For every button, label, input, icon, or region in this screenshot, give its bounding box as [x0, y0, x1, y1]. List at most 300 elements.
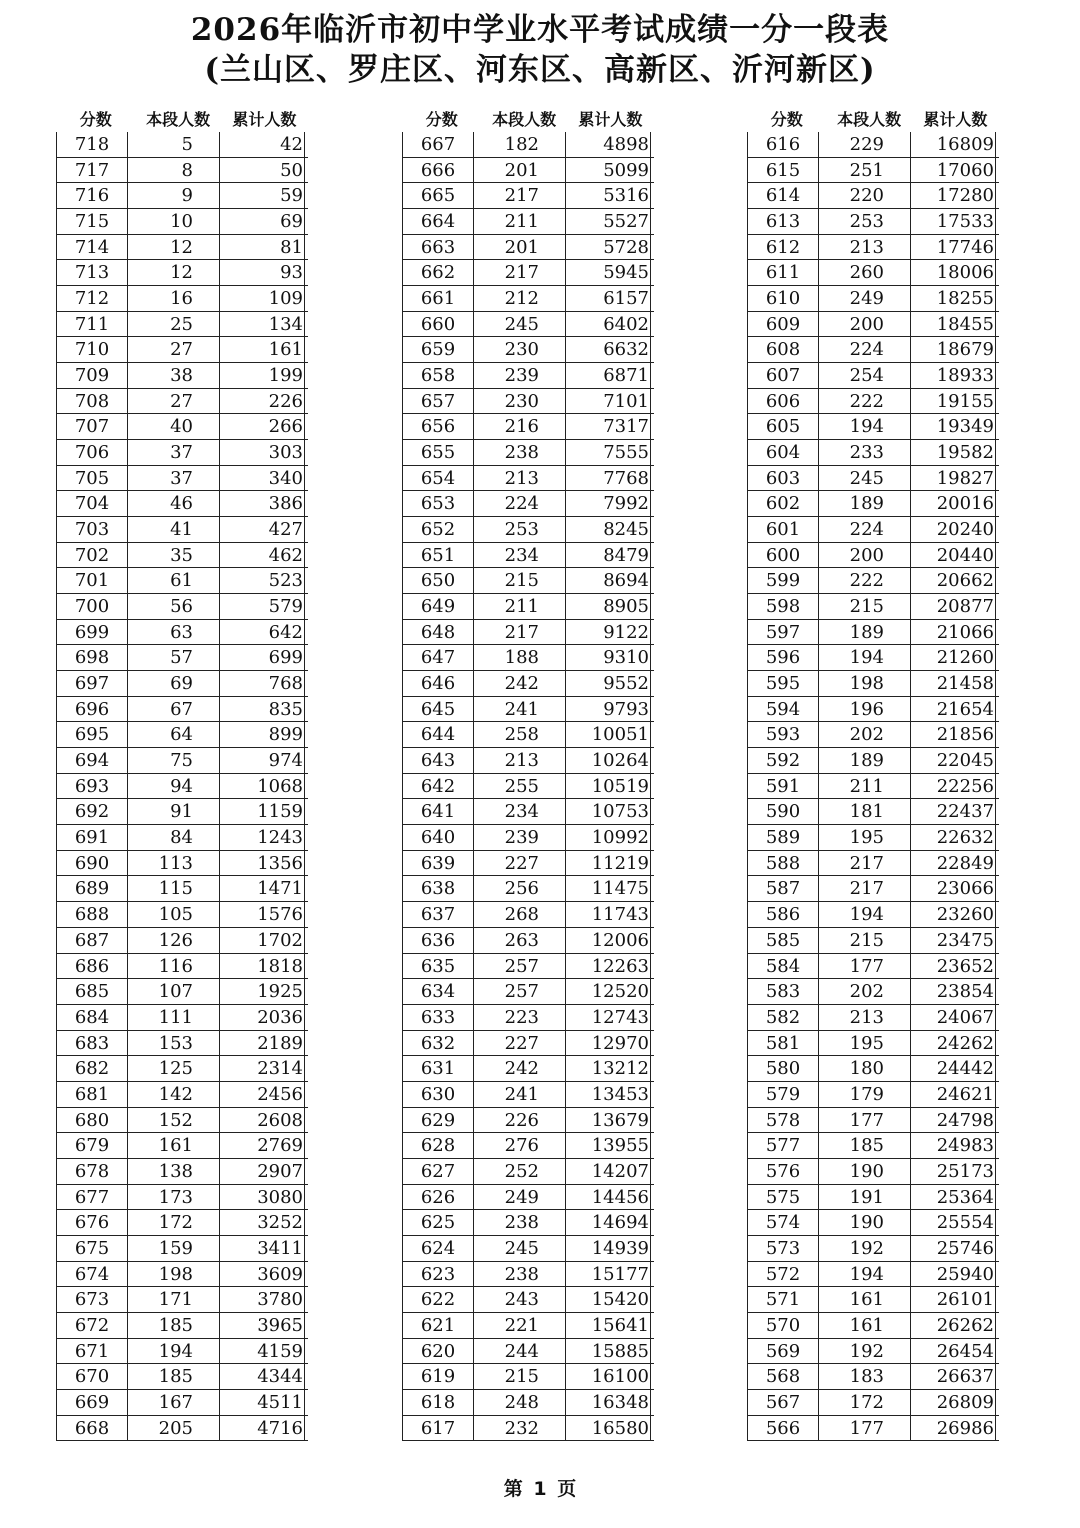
score-cell: 655	[402, 440, 473, 465]
cumulative-count-cell: 1576	[219, 902, 305, 927]
score-cell: 665	[402, 183, 473, 208]
segment-count-cell: 188	[473, 645, 565, 670]
cumulative-count-cell: 18455	[910, 312, 996, 337]
score-cell: 592	[747, 748, 818, 773]
cumulative-count-cell: 23854	[910, 979, 996, 1004]
cumulative-count-cell: 642	[219, 620, 305, 645]
cumulative-count-cell: 462	[219, 543, 305, 568]
table-row	[747, 825, 999, 851]
segment-count-cell: 94	[127, 774, 219, 799]
segment-count-cell: 242	[473, 1056, 565, 1081]
score-cell: 690	[56, 851, 127, 876]
score-cell: 656	[402, 414, 473, 439]
segment-count-cell: 91	[127, 799, 219, 824]
score-cell: 677	[56, 1185, 127, 1210]
cumulative-count-cell: 17746	[910, 235, 996, 260]
score-cell: 624	[402, 1236, 473, 1261]
cumulative-count-cell: 23475	[910, 928, 996, 953]
segment-count-cell: 257	[473, 979, 565, 1004]
segment-count-cell: 213	[473, 466, 565, 491]
page-subtitle: (兰山区、罗庄区、河东区、高新区、沂河新区)	[204, 52, 876, 88]
cumulative-count-cell: 23260	[910, 902, 996, 927]
segment-count-cell: 37	[127, 466, 219, 491]
cumulative-count-cell: 4716	[219, 1416, 305, 1441]
cumulative-count-cell: 15641	[565, 1313, 651, 1338]
cumulative-count-cell: 579	[219, 594, 305, 619]
cumulative-count-cell: 10519	[565, 774, 651, 799]
cumulative-count-cell: 26454	[910, 1339, 996, 1364]
segment-count-cell: 183	[818, 1364, 910, 1389]
segment-count-cell: 239	[473, 825, 565, 850]
table-row	[56, 697, 308, 723]
score-cell: 692	[56, 799, 127, 824]
cumulative-count-cell: 21066	[910, 620, 996, 645]
segment-count-cell: 230	[473, 337, 565, 362]
segment-count-cell: 167	[127, 1390, 219, 1415]
score-cell: 700	[56, 594, 127, 619]
cumulative-count-cell: 899	[219, 722, 305, 747]
table-row	[747, 337, 999, 363]
table-row	[402, 1005, 654, 1031]
segment-count-cell: 40	[127, 414, 219, 439]
table-row	[747, 363, 999, 389]
table-row	[747, 851, 999, 877]
score-cell: 585	[747, 928, 818, 953]
score-cell: 620	[402, 1339, 473, 1364]
table-row	[56, 337, 308, 363]
segment-count-cell: 67	[127, 697, 219, 722]
table-row	[402, 979, 654, 1005]
cumulative-count-cell: 14694	[565, 1210, 651, 1235]
header-cell: 本段人数	[492, 110, 557, 129]
table-row	[747, 132, 999, 158]
score-cell: 706	[56, 440, 127, 465]
segment-count-cell: 138	[127, 1159, 219, 1184]
cumulative-count-cell: 7101	[565, 389, 651, 414]
score-cell: 625	[402, 1210, 473, 1235]
score-cell: 709	[56, 363, 127, 388]
header-cell: 本段人数	[146, 110, 211, 129]
cumulative-count-cell: 1702	[219, 928, 305, 953]
score-cell: 673	[56, 1287, 127, 1312]
score-cell: 674	[56, 1262, 127, 1287]
cumulative-count-cell: 15885	[565, 1339, 651, 1364]
segment-count-cell: 241	[473, 1082, 565, 1107]
table-row	[56, 466, 308, 492]
segment-count-cell: 217	[473, 620, 565, 645]
segment-count-cell: 46	[127, 491, 219, 516]
segment-count-cell: 200	[818, 312, 910, 337]
segment-count-cell: 173	[127, 1185, 219, 1210]
segment-count-cell: 113	[127, 851, 219, 876]
score-cell: 567	[747, 1390, 818, 1415]
cumulative-count-cell: 109	[219, 286, 305, 311]
cumulative-count-cell: 9793	[565, 697, 651, 722]
header-cell: 分数	[79, 110, 112, 129]
cumulative-count-cell: 1818	[219, 954, 305, 979]
score-cell: 657	[402, 389, 473, 414]
cumulative-count-cell: 25746	[910, 1236, 996, 1261]
table-row	[56, 491, 308, 517]
table-row	[747, 466, 999, 492]
segment-count-cell: 224	[818, 517, 910, 542]
score-cell: 668	[56, 1416, 127, 1441]
segment-count-cell: 227	[473, 1031, 565, 1056]
table-row	[56, 235, 308, 261]
score-cell: 574	[747, 1210, 818, 1235]
segment-count-cell: 12	[127, 260, 219, 285]
table-row	[402, 1108, 654, 1134]
table-row	[56, 1108, 308, 1134]
table-row	[56, 543, 308, 569]
score-cell: 572	[747, 1262, 818, 1287]
score-cell: 686	[56, 954, 127, 979]
segment-count-cell: 257	[473, 954, 565, 979]
segment-count-cell: 63	[127, 620, 219, 645]
cumulative-count-cell: 266	[219, 414, 305, 439]
segment-count-cell: 213	[818, 1005, 910, 1030]
segment-count-cell: 205	[127, 1416, 219, 1441]
cumulative-count-cell: 1159	[219, 799, 305, 824]
cumulative-count-cell: 12970	[565, 1031, 651, 1056]
score-cell: 573	[747, 1236, 818, 1261]
cumulative-count-cell: 22437	[910, 799, 996, 824]
score-cell: 645	[402, 697, 473, 722]
table-row	[747, 645, 999, 671]
cumulative-count-cell: 7768	[565, 466, 651, 491]
cumulative-count-cell: 19827	[910, 466, 996, 491]
table-row	[56, 1082, 308, 1108]
table-row	[747, 491, 999, 517]
cumulative-count-cell: 3780	[219, 1287, 305, 1312]
score-cell: 571	[747, 1287, 818, 1312]
table-row	[56, 594, 308, 620]
score-cell: 627	[402, 1159, 473, 1184]
table-row	[402, 286, 654, 312]
table-row	[402, 825, 654, 851]
table-row	[747, 1390, 999, 1416]
score-cell: 643	[402, 748, 473, 773]
cumulative-count-cell: 22256	[910, 774, 996, 799]
score-cell: 649	[402, 594, 473, 619]
table-row	[56, 799, 308, 825]
segment-count-cell: 226	[473, 1108, 565, 1133]
cumulative-count-cell: 8245	[565, 517, 651, 542]
cumulative-count-cell: 12006	[565, 928, 651, 953]
segment-count-cell: 234	[473, 543, 565, 568]
score-cell: 598	[747, 594, 818, 619]
score-cell: 603	[747, 466, 818, 491]
segment-count-cell: 238	[473, 1210, 565, 1235]
score-cell: 704	[56, 491, 127, 516]
table-row	[747, 1339, 999, 1365]
score-cell: 718	[56, 132, 127, 157]
cumulative-count-cell: 19349	[910, 414, 996, 439]
table-row	[747, 235, 999, 261]
cumulative-count-cell: 25364	[910, 1185, 996, 1210]
cumulative-count-cell: 25940	[910, 1262, 996, 1287]
cumulative-count-cell: 16100	[565, 1364, 651, 1389]
table-row	[56, 183, 308, 209]
table-row	[747, 312, 999, 338]
score-cell: 715	[56, 209, 127, 234]
cumulative-count-cell: 24067	[910, 1005, 996, 1030]
cumulative-count-cell: 9122	[565, 620, 651, 645]
cumulative-count-cell: 2189	[219, 1031, 305, 1056]
table-row	[747, 158, 999, 184]
table-row	[56, 1364, 308, 1390]
segment-count-cell: 254	[818, 363, 910, 388]
segment-count-cell: 115	[127, 876, 219, 901]
table-row	[747, 876, 999, 902]
cumulative-count-cell: 21654	[910, 697, 996, 722]
score-cell: 618	[402, 1390, 473, 1415]
table-row	[747, 1005, 999, 1031]
score-cell: 694	[56, 748, 127, 773]
score-cell: 569	[747, 1339, 818, 1364]
cumulative-count-cell: 3252	[219, 1210, 305, 1235]
table-row	[402, 902, 654, 928]
segment-count-cell: 211	[818, 774, 910, 799]
cumulative-count-cell: 13212	[565, 1056, 651, 1081]
score-cell: 583	[747, 979, 818, 1004]
segment-count-cell: 245	[473, 312, 565, 337]
score-cell: 717	[56, 158, 127, 183]
table-row	[747, 954, 999, 980]
cumulative-count-cell: 4898	[565, 132, 651, 157]
segment-count-cell: 242	[473, 671, 565, 696]
table-row	[402, 1287, 654, 1313]
segment-count-cell: 258	[473, 722, 565, 747]
table-row	[56, 954, 308, 980]
cumulative-count-cell: 20662	[910, 568, 996, 593]
cumulative-count-cell: 7992	[565, 491, 651, 516]
table-row	[402, 1313, 654, 1339]
cumulative-count-cell: 22045	[910, 748, 996, 773]
cumulative-count-cell: 3411	[219, 1236, 305, 1261]
segment-count-cell: 260	[818, 260, 910, 285]
cumulative-count-cell: 9552	[565, 671, 651, 696]
score-cell: 638	[402, 876, 473, 901]
table-row	[747, 774, 999, 800]
segment-count-cell: 9	[127, 183, 219, 208]
cumulative-count-cell: 59	[219, 183, 305, 208]
segment-count-cell: 245	[818, 466, 910, 491]
cumulative-count-cell: 2456	[219, 1082, 305, 1107]
table-row	[56, 825, 308, 851]
cumulative-count-cell: 17533	[910, 209, 996, 234]
score-cell: 695	[56, 722, 127, 747]
header-cell: 本段人数	[837, 110, 902, 129]
score-cell: 586	[747, 902, 818, 927]
table-row	[56, 1133, 308, 1159]
cumulative-count-cell: 26809	[910, 1390, 996, 1415]
segment-count-cell: 213	[818, 235, 910, 260]
table-row	[56, 979, 308, 1005]
segment-count-cell: 84	[127, 825, 219, 850]
table-row	[747, 1313, 999, 1339]
cumulative-count-cell: 26101	[910, 1287, 996, 1312]
table-row	[402, 312, 654, 338]
score-cell: 630	[402, 1082, 473, 1107]
score-cell: 591	[747, 774, 818, 799]
segment-count-cell: 177	[818, 1416, 910, 1441]
segment-count-cell: 233	[818, 440, 910, 465]
table-row	[747, 1364, 999, 1390]
cumulative-count-cell: 69	[219, 209, 305, 234]
segment-count-cell: 161	[818, 1313, 910, 1338]
segment-count-cell: 263	[473, 928, 565, 953]
segment-count-cell: 230	[473, 389, 565, 414]
cumulative-count-cell: 19582	[910, 440, 996, 465]
table-header	[52, 104, 308, 132]
segment-count-cell: 232	[473, 1416, 565, 1441]
table-row	[56, 414, 308, 440]
score-cell: 578	[747, 1108, 818, 1133]
score-cell: 637	[402, 902, 473, 927]
segment-count-cell: 179	[818, 1082, 910, 1107]
score-cell: 664	[402, 209, 473, 234]
cumulative-count-cell: 6402	[565, 312, 651, 337]
score-cell: 600	[747, 543, 818, 568]
segment-count-cell: 111	[127, 1005, 219, 1030]
score-cell: 612	[747, 235, 818, 260]
segment-count-cell: 217	[473, 183, 565, 208]
table-row	[56, 132, 308, 158]
table-row	[56, 1339, 308, 1365]
table-row	[402, 440, 654, 466]
table-row	[747, 440, 999, 466]
table-row	[747, 1287, 999, 1313]
header-cell: 累计人数	[923, 110, 988, 129]
cumulative-count-cell: 10051	[565, 722, 651, 747]
table-row	[402, 1262, 654, 1288]
cumulative-count-cell: 427	[219, 517, 305, 542]
score-cell: 659	[402, 337, 473, 362]
table-row	[747, 209, 999, 235]
cumulative-count-cell: 1243	[219, 825, 305, 850]
table-row	[402, 260, 654, 286]
cumulative-count-cell: 768	[219, 671, 305, 696]
score-cell: 614	[747, 183, 818, 208]
table-row	[56, 748, 308, 774]
segment-count-cell: 126	[127, 928, 219, 953]
cumulative-count-cell: 9310	[565, 645, 651, 670]
score-cell: 642	[402, 774, 473, 799]
segment-count-cell: 41	[127, 517, 219, 542]
table-row	[402, 954, 654, 980]
segment-count-cell: 256	[473, 876, 565, 901]
cumulative-count-cell: 24798	[910, 1108, 996, 1133]
segment-count-cell: 212	[473, 286, 565, 311]
score-cell: 653	[402, 491, 473, 516]
score-cell: 594	[747, 697, 818, 722]
cumulative-count-cell: 42	[219, 132, 305, 157]
table-row	[747, 1262, 999, 1288]
segment-count-cell: 189	[818, 491, 910, 516]
segment-count-cell: 217	[818, 851, 910, 876]
segment-count-cell: 185	[127, 1364, 219, 1389]
segment-count-cell: 249	[818, 286, 910, 311]
segment-count-cell: 125	[127, 1056, 219, 1081]
cumulative-count-cell: 17280	[910, 183, 996, 208]
score-cell: 581	[747, 1031, 818, 1056]
segment-count-cell: 116	[127, 954, 219, 979]
segment-count-cell: 12	[127, 235, 219, 260]
score-cell: 609	[747, 312, 818, 337]
score-cell: 566	[747, 1416, 818, 1441]
table-row	[402, 1236, 654, 1262]
segment-count-cell: 27	[127, 337, 219, 362]
cumulative-count-cell: 386	[219, 491, 305, 516]
cumulative-count-cell: 1356	[219, 851, 305, 876]
cumulative-count-cell: 19155	[910, 389, 996, 414]
segment-count-cell: 185	[127, 1313, 219, 1338]
cumulative-count-cell: 25554	[910, 1210, 996, 1235]
table-row	[56, 902, 308, 928]
score-cell: 702	[56, 543, 127, 568]
table-row	[402, 235, 654, 261]
score-cell: 658	[402, 363, 473, 388]
segment-count-cell: 216	[473, 414, 565, 439]
score-cell: 615	[747, 158, 818, 183]
score-cell: 613	[747, 209, 818, 234]
table-row	[56, 645, 308, 671]
score-cell: 699	[56, 620, 127, 645]
cumulative-count-cell: 15420	[565, 1287, 651, 1312]
table-row	[747, 799, 999, 825]
segment-count-cell: 16	[127, 286, 219, 311]
score-cell: 605	[747, 414, 818, 439]
score-cell: 696	[56, 697, 127, 722]
segment-count-cell: 213	[473, 748, 565, 773]
segment-count-cell: 61	[127, 568, 219, 593]
table-row	[402, 1339, 654, 1365]
cumulative-count-cell: 16580	[565, 1416, 651, 1441]
cumulative-count-cell: 50	[219, 158, 305, 183]
segment-count-cell: 238	[473, 440, 565, 465]
cumulative-count-cell: 21458	[910, 671, 996, 696]
score-cell: 652	[402, 517, 473, 542]
cumulative-count-cell: 523	[219, 568, 305, 593]
score-cell: 596	[747, 645, 818, 670]
score-cell: 601	[747, 517, 818, 542]
cumulative-count-cell: 11475	[565, 876, 651, 901]
cumulative-count-cell: 8479	[565, 543, 651, 568]
score-table-column-1	[52, 104, 308, 1441]
table-row	[402, 517, 654, 543]
cumulative-count-cell: 6157	[565, 286, 651, 311]
table-row	[402, 799, 654, 825]
table-row	[747, 594, 999, 620]
score-cell: 619	[402, 1364, 473, 1389]
segment-count-cell: 224	[473, 491, 565, 516]
table-row	[747, 1159, 999, 1185]
score-cell: 714	[56, 235, 127, 260]
cumulative-count-cell: 1925	[219, 979, 305, 1004]
table-row	[402, 645, 654, 671]
score-cell: 593	[747, 722, 818, 747]
score-cell: 687	[56, 928, 127, 953]
segment-count-cell: 75	[127, 748, 219, 773]
score-cell: 636	[402, 928, 473, 953]
cumulative-count-cell: 303	[219, 440, 305, 465]
segment-count-cell: 251	[818, 158, 910, 183]
score-cell: 650	[402, 568, 473, 593]
cumulative-count-cell: 6632	[565, 337, 651, 362]
cumulative-count-cell: 4159	[219, 1339, 305, 1364]
table-row	[402, 1159, 654, 1185]
